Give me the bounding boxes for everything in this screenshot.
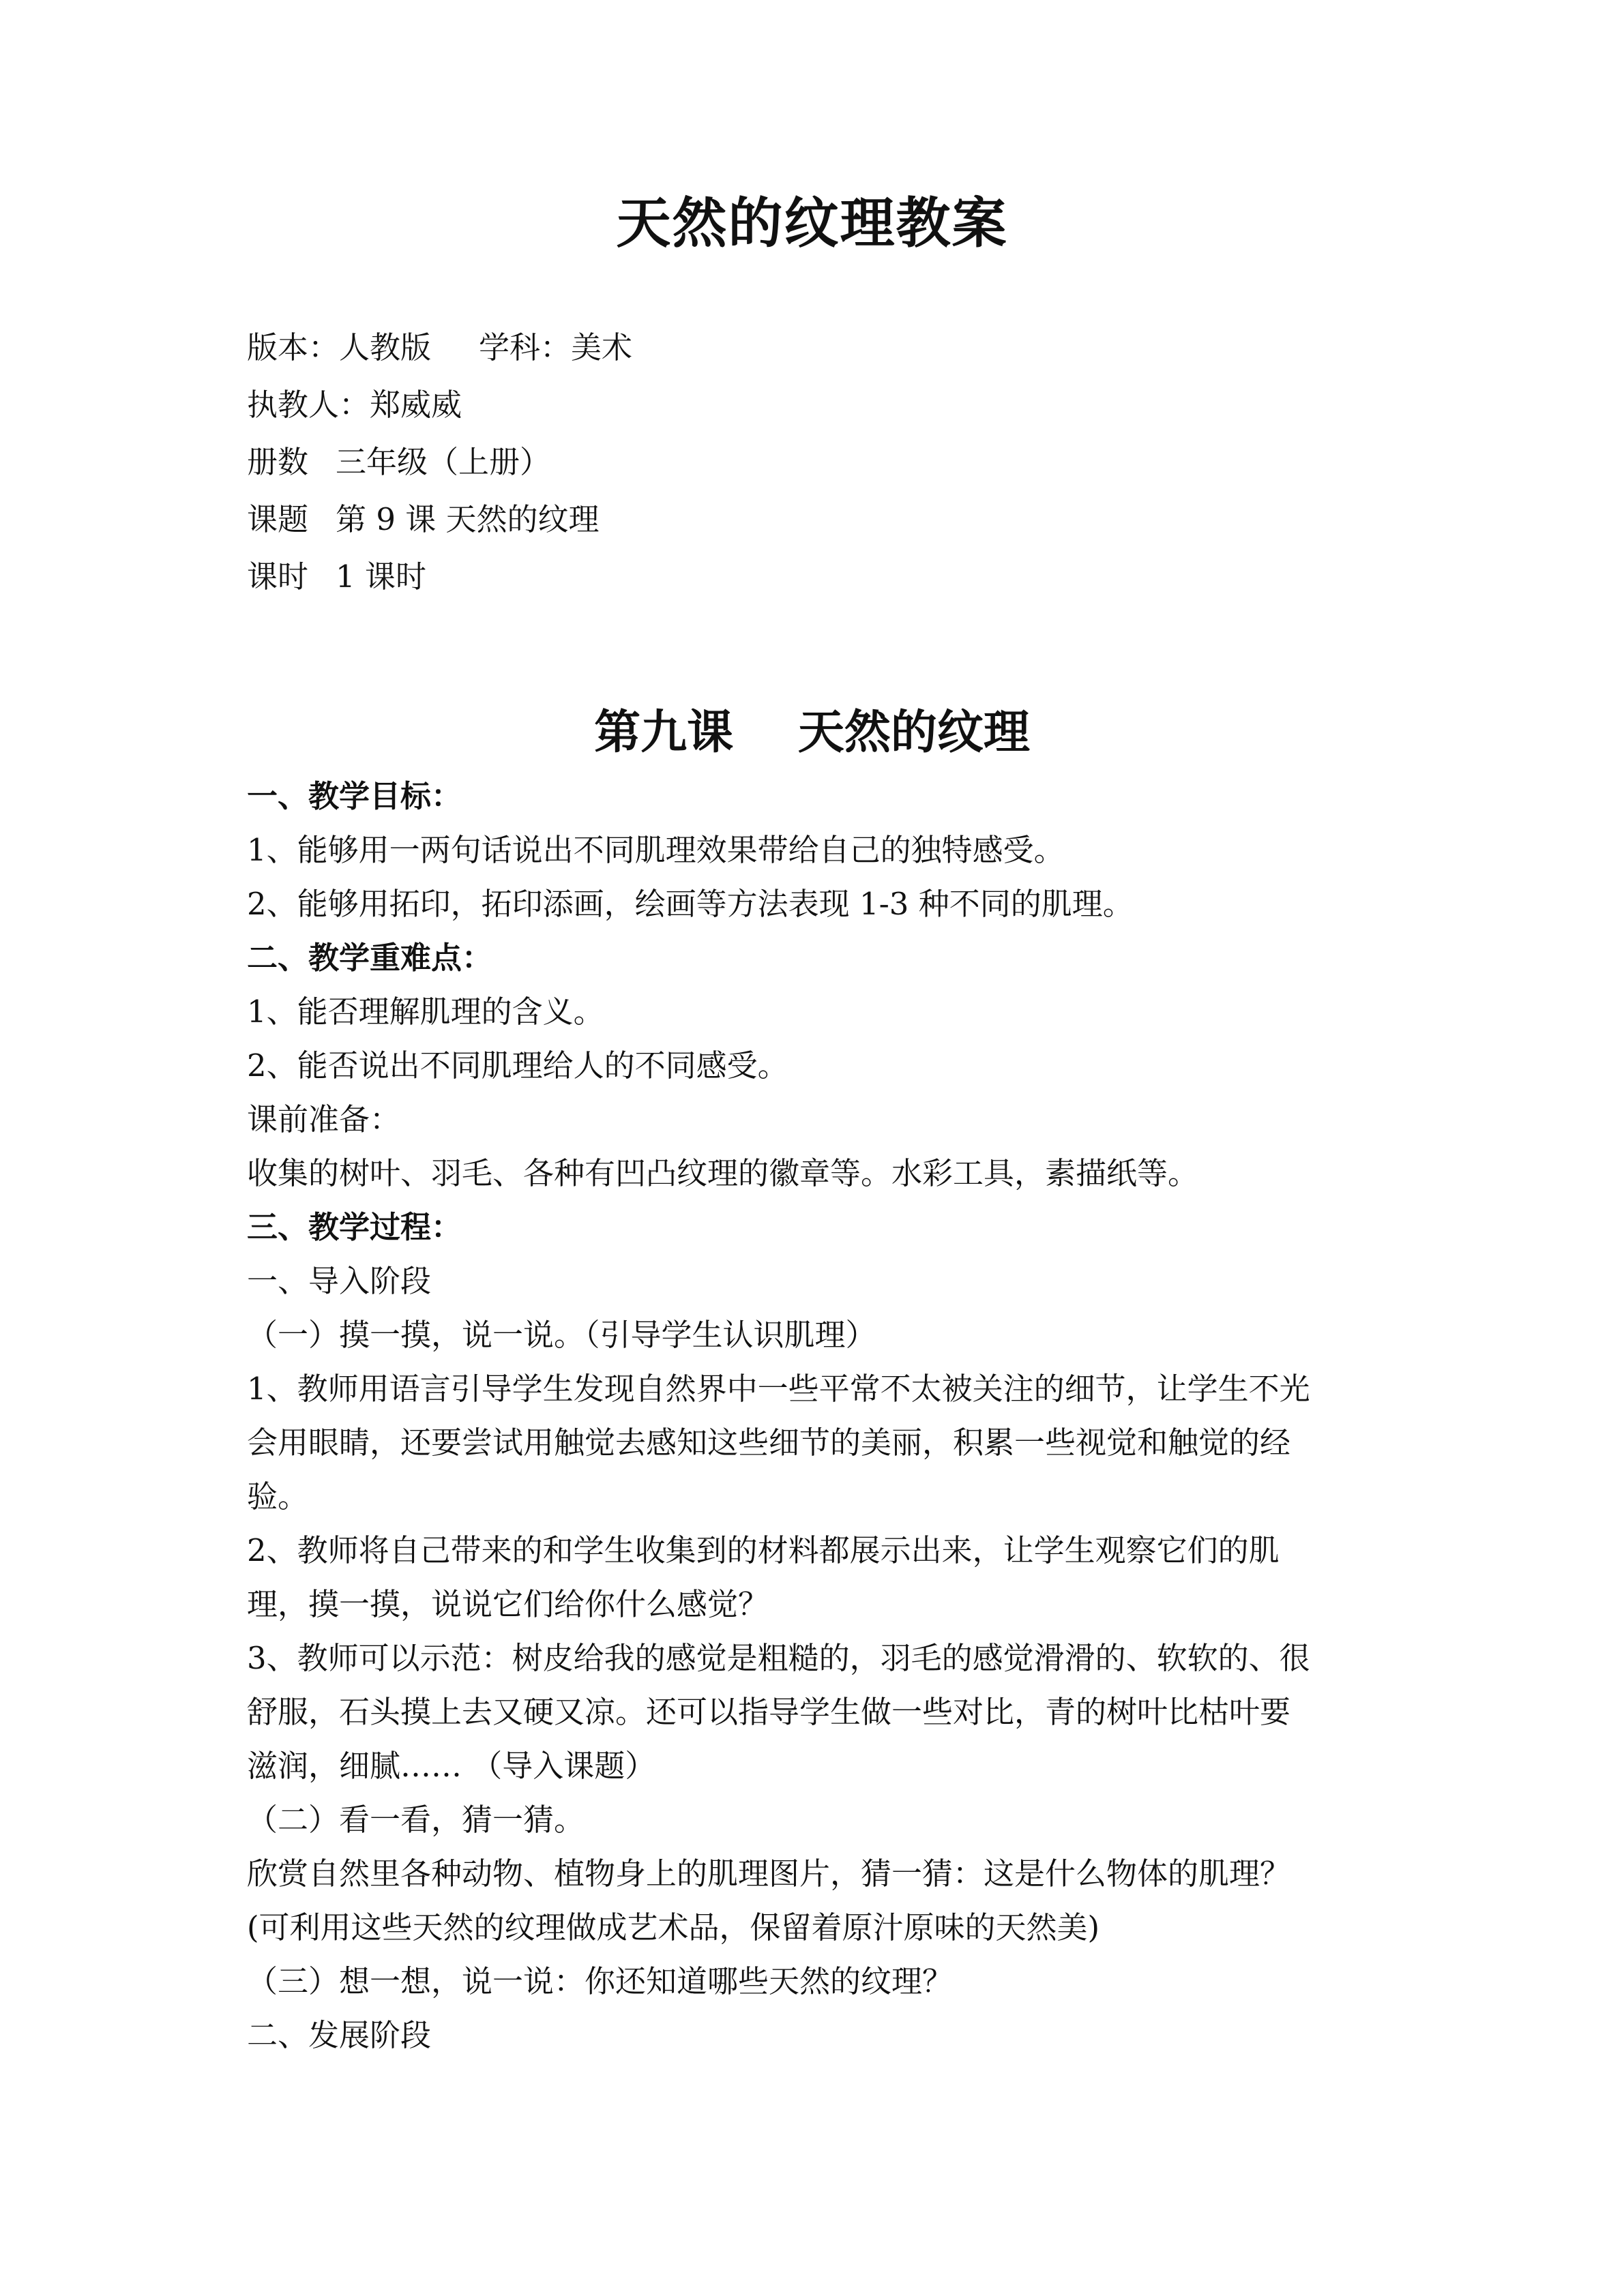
topic-label: 课题 bbox=[247, 501, 309, 537]
meta-edition-subject-row bbox=[247, 319, 1406, 376]
section-title: 第九课 天然的纹理 bbox=[594, 705, 1030, 760]
key-point-item: 2、能否说出不同肌理给人的不同感受。 bbox=[247, 1047, 788, 1084]
stage-heading: 二、发展阶段 bbox=[247, 2017, 432, 2053]
goals-heading: 一、教学目标： bbox=[247, 778, 462, 814]
volume-label: 册数 bbox=[247, 444, 309, 480]
paragraph-line: 欣赏自然里各种动物、植物身上的肌理图片，猜一猜：这是什么物体的肌理？ bbox=[247, 1855, 1291, 1892]
subject-label: 学科：美术 bbox=[479, 329, 633, 366]
part-heading: （三）想一想，说一说：你还知道哪些天然的纹理？ bbox=[247, 1963, 954, 1999]
paragraph-line: 舒服，石头摸上去又硬又凉。还可以指导学生做一些对比，青的树叶比枯叶要 bbox=[247, 1694, 1291, 1730]
key-point-item: 1、能否理解肌理的含义。 bbox=[247, 994, 604, 1030]
paragraph-line: 2、教师将自己带来的和学生收集到的材料都展示出来，让学生观察它们的肌 bbox=[247, 1532, 1280, 1568]
part-heading: （二）看一看，猜一猜。 bbox=[247, 1802, 585, 1838]
meta-teacher-row bbox=[247, 376, 1406, 434]
paragraph-line: 会用眼睛，还要尝试用触觉去感知这些细节的美丽，积累一些视觉和触觉的经 bbox=[247, 1425, 1291, 1461]
edition-label: 版本：人教版 bbox=[247, 329, 432, 366]
topic-value: 第 9 课 天然的纹理 bbox=[336, 501, 600, 537]
stage-heading: 一、导入阶段 bbox=[247, 1263, 432, 1299]
meta-hours-row bbox=[247, 548, 1406, 606]
paragraph-line: 1、教师用语言引导学生发现自然界中一些平常不太被关注的细节，让学生不光 bbox=[247, 1371, 1310, 1407]
paragraph-line: 3、教师可以示范：树皮给我的感觉是粗糙的，羽毛的感觉滑滑的、软软的、很 bbox=[247, 1640, 1310, 1676]
hours-value: 1 课时 bbox=[336, 558, 426, 595]
volume-value: 三年级（上册） bbox=[336, 444, 551, 480]
paragraph-line: (可利用这些天然的纹理做成艺术品，保留着原汁原味的天然美) bbox=[247, 1909, 1100, 1945]
process-heading: 三、教学过程： bbox=[247, 1209, 462, 1245]
meta-topic-row bbox=[247, 491, 1406, 548]
prep-label: 课前准备： bbox=[247, 1101, 401, 1137]
part-heading: （一）摸一摸，说一说。（引导学生认识肌理） bbox=[247, 1317, 876, 1353]
prep-text: 收集的树叶、羽毛、各种有凹凸纹理的徽章等。水彩工具，素描纸等。 bbox=[247, 1155, 1199, 1191]
hours-label: 课时 bbox=[247, 558, 309, 595]
document-title: 天然的纹理教案 bbox=[616, 191, 1008, 255]
paragraph-line: 验。 bbox=[247, 1478, 309, 1515]
paragraph-line: 滋润，细腻…… （导入课题） bbox=[247, 1748, 656, 1784]
teacher-label: 执教人：郑威威 bbox=[247, 387, 462, 423]
goal-item: 2、能够用拓印，拓印添画，绘画等方法表现 1-3 种不同的肌理。 bbox=[247, 886, 1134, 922]
lesson-meta bbox=[247, 319, 1406, 606]
goal-item: 1、能够用一两句话说出不同肌理效果带给自己的独特感受。 bbox=[247, 832, 1065, 868]
lesson-content bbox=[247, 769, 1393, 2062]
key-points-heading: 二、教学重难点： bbox=[247, 940, 493, 976]
meta-volume-row bbox=[247, 434, 1406, 491]
paragraph-line: 理，摸一摸，说说它们给你什么感觉？ bbox=[247, 1586, 769, 1622]
